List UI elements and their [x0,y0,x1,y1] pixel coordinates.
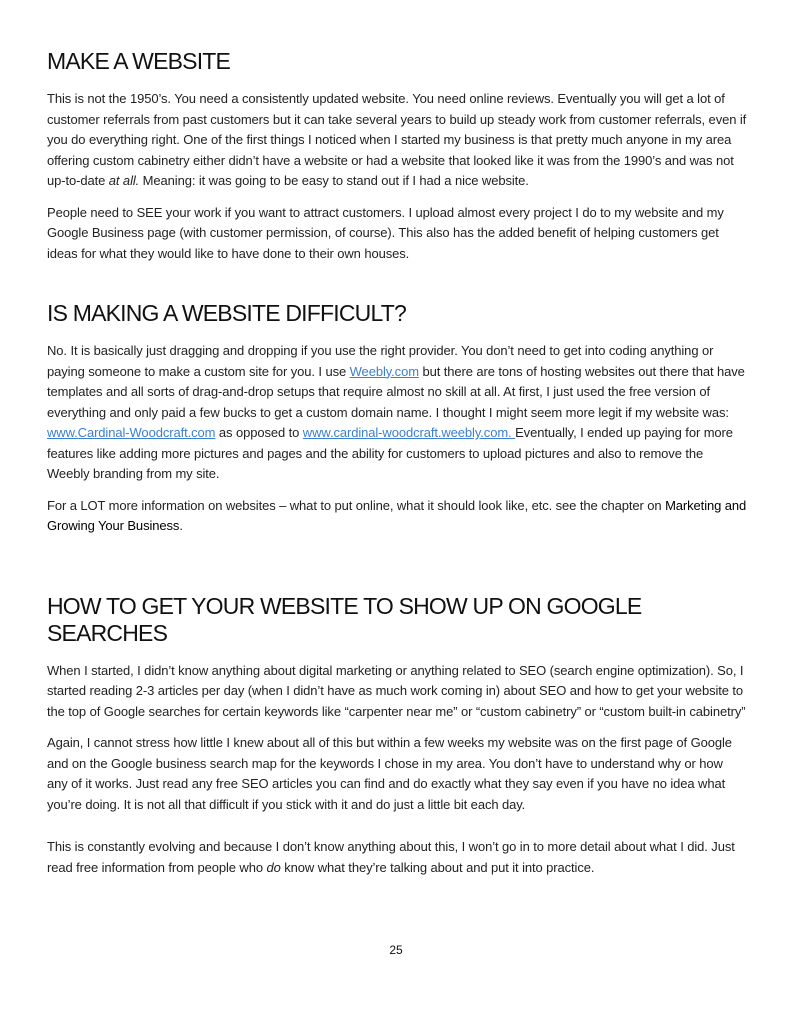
weebly-subdomain-link[interactable]: www.cardinal-woodcraft.weebly.com. [302,425,516,440]
section-heading: IS MAKING A WEBSITE DIFFICULT? [47,300,406,326]
paragraph: No. It is basically just dragging and dropping if you use the right provider. You don’t need to get into coding anything or paying someone to make a custom site for you. I use Weebly.com but there are tons of hosting websites out there that have templates and all sorts of drag-and-drop setups that require almost no skill at all. At first, I just used the free version of everything and only paid a few bucks to get a custom domain name. I thought I might seem more legit if my website was: www.Cardinal-Woodcraft.com as opposed to www.cardinal-woodcraft.weebly.com. Eventually, I ended up paying for more features like adding more pictures and pages and the ability for customers to upload pictures and also to remove the Weebly branding from my site. [47,343,745,481]
section-website-difficulty [47,300,747,537]
section-google-searches [47,593,747,879]
cardinal-woodcraft-link[interactable]: www.Cardinal-Woodcraft.com [47,425,216,440]
paragraph: When I started, I didn’t know anything about digital marketing or anything related to SEO (search engine optimization). So, I started reading 2-3 articles per day (when I didn’t have as much work coming in) about SEO and how to get your website to the top of Google searches for certain keywords like “carpenter near me” or “custom cabinetry” or “custom built-in cabinetry” [47,662,746,719]
weebly-link[interactable]: Weebly.com [349,363,419,379]
section-heading: MAKE A WEBSITE [47,48,231,74]
paragraph: This is constantly evolving and because I don’t know anything about this, I won’t go in to more detail about what I did. Just read free information from people who do know what they’re talking about and put it into practice. [47,839,735,875]
paragraph: People need to SEE your work if you want to attract customers. I upload almost every project I do to my website and my Google Business page (with customer permission, of course). This also has the added benefit of helping customers get ideas for what they would like to have done to their own houses. [47,204,724,261]
paragraph: For a LOT more information on websites – what to put online, what it should look like, etc. see the chapter on Marketing and Growing Your Business. [47,497,747,533]
paragraph: Again, I cannot stress how little I knew about all of this but within a few weeks my website was on the first page of Google and on the Google business search map for the keywords I chose in my area. You don’t have to understand why or how any of it works. Just read any free SEO articles you can find and do exactly what they say even if you have no idea what you’re doing. It is not all that difficult if you stick with it and do just a little bit each day. [47,735,732,812]
document-page [47,48,747,889]
chapter-reference: Marketing and Growing Your Business [47,497,747,533]
page-number: 25 [389,943,403,957]
section-heading: HOW TO GET YOUR WEBSITE TO SHOW UP ON GOOGLE SEARCHES [47,592,642,646]
paragraph: This is not the 1950’s. You need a consistently updated website. You need online reviews. Eventually you will get a lot of customer referrals from past customers but it can take several years to build up steady work from customer referrals, even if you do everything right. One of the first things I noticed when I started my business is that pretty much anyone in my area offering custom cabinetry either didn’t have a website or had a website that looked like it was from the 1990’s and was not up-to-date at all. Meaning: it was going to be easy to stand out if I had a nice website. [47,91,747,188]
section-make-a-website [47,48,747,264]
